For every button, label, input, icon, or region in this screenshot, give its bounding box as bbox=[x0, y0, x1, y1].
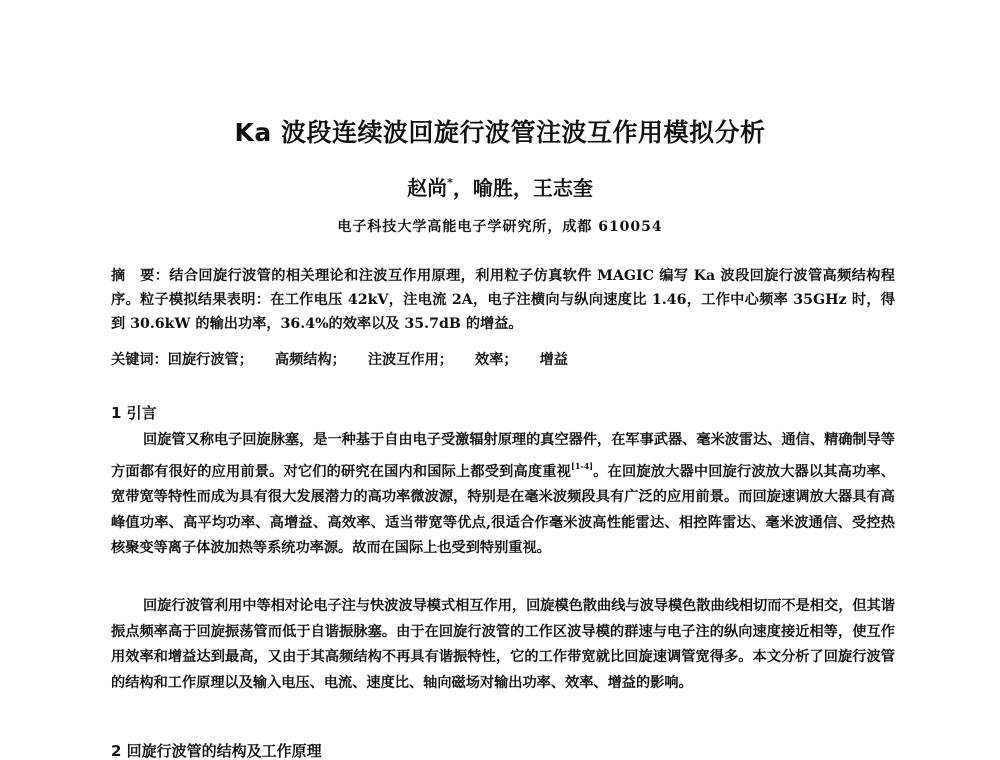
paper-title: Ka 波段连续波回旋行波管注波互作用模拟分析 bbox=[234, 118, 766, 147]
keyword: 效率； bbox=[475, 352, 518, 368]
section-heading-introduction: 1 引言 bbox=[111, 404, 157, 422]
body-paragraph bbox=[111, 428, 895, 562]
corresponding-author-mark: * bbox=[447, 176, 453, 189]
keyword: 回旋行波管； bbox=[167, 352, 253, 368]
section-heading-structure: 2 回旋行波管的结构及工作原理 bbox=[111, 742, 322, 760]
author-line bbox=[0, 172, 1000, 201]
body-paragraph: 回旋行波管利用中等相对论电子注与快波波导模式相互作用，回旋模色散曲线与波导模色散曲线相切而不是相交，但其谐振点频率高于回旋振荡管而低于自谐振脉塞。由于在回旋行波管的工作区波导模的群速与电子注的纵向速度接近相等，使互作用效率和增益达到最高，又由于其高频结构不再具有谐振特性，它的工作带宽就比回旋速调管宽得多。本文分析了回旋行波管的结构和工作原理以及输入电压、电流、速度比、轴向磁场对输出功率、效率、增益的影响。 bbox=[111, 598, 895, 691]
keywords bbox=[111, 348, 895, 372]
keyword: 增益 bbox=[539, 352, 568, 368]
first-author: 赵尚 bbox=[407, 176, 448, 200]
abstract bbox=[111, 264, 895, 336]
abstract-label: 摘 要： bbox=[111, 268, 170, 284]
abstract-text: 结合回旋行波管的相关理论和注波互作用原理，利用粒子仿真软件 MAGIC 编写 Ka 波段回旋行波管高频结构程序。粒子模拟结果表明：在工作电压 42kV，注电流 2A，电子注横向与纵向速度比 1.46，工作中心频率 35GHz 时，得到 30.6kW 的输出功率，36.4%的效率以及 35.7dB 的增益。 bbox=[111, 268, 895, 332]
paragraph-text: 。在回旋放大器中回旋行波放大器以其高功率、宽带宽等特性而成为具有很大发展潜力的高功率微波源，特别是在毫米波频段具有广泛的应用前景。而回旋速调放大器具有高峰值功率、高平均功率、高增益、高效率、适当带宽等优点,很适合作毫米波高性能雷达、相控阵雷达、毫米波通信、受控热核聚变等离子体波加热等系统功率源。故而在国际上也受到特别重视。 bbox=[111, 463, 895, 556]
affiliation: 电子科技大学高能电子学研究所，成都 610054 bbox=[337, 219, 663, 235]
keyword: 注波互作用； bbox=[367, 352, 453, 368]
paragraph-text: 回旋管又称电子回旋脉塞，是一种基于自由电子受激辐射原理的真空器件，在军事武器、毫米波雷达、通信、精确制导等方面都有很好的应用前景。对它们的研究在国内和国际上都受到高度重视 bbox=[111, 432, 895, 480]
keyword: 高频结构； bbox=[274, 352, 346, 368]
other-authors: ，喻胜，王志奎 bbox=[452, 176, 593, 200]
citation-ref: [1-4] bbox=[571, 460, 594, 471]
keywords-label: 关键词： bbox=[111, 352, 168, 368]
